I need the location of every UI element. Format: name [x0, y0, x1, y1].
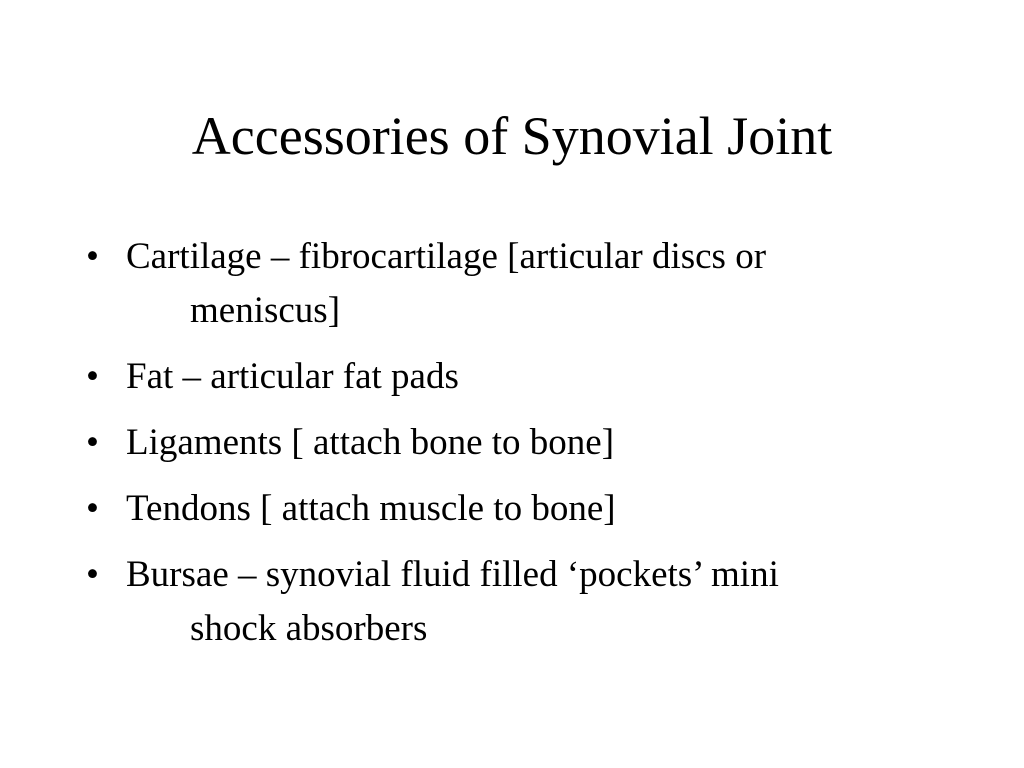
bullet-item-fat [86, 350, 966, 404]
bullet-marker: • [86, 422, 99, 463]
bullet-item-cartilage [86, 230, 966, 338]
bullet-marker: • [86, 554, 99, 595]
slide-title: Accessories of Synovial Joint [191, 106, 833, 166]
bullet-item-bursae [86, 548, 966, 656]
bullet-marker: • [86, 356, 99, 397]
bullet-item-ligaments [86, 416, 966, 470]
bullet-text-continuation: shock absorbers [190, 608, 428, 649]
bullet-text: Cartilage – fibrocartilage [articular discs or [126, 236, 767, 277]
bullet-marker: • [86, 488, 99, 529]
bullet-text: Ligaments [ attach bone to bone] [126, 422, 615, 463]
bullet-list [86, 230, 966, 668]
bullet-text: Bursae – synovial fluid filled ‘pockets’ mini [126, 554, 779, 595]
bullet-marker: • [86, 236, 99, 277]
bullet-text-continuation: meniscus] [190, 290, 341, 331]
bullet-text: Tendons [ attach muscle to bone] [126, 488, 616, 529]
bullet-item-tendons [86, 482, 966, 536]
bullet-text: Fat – articular fat pads [126, 356, 459, 397]
